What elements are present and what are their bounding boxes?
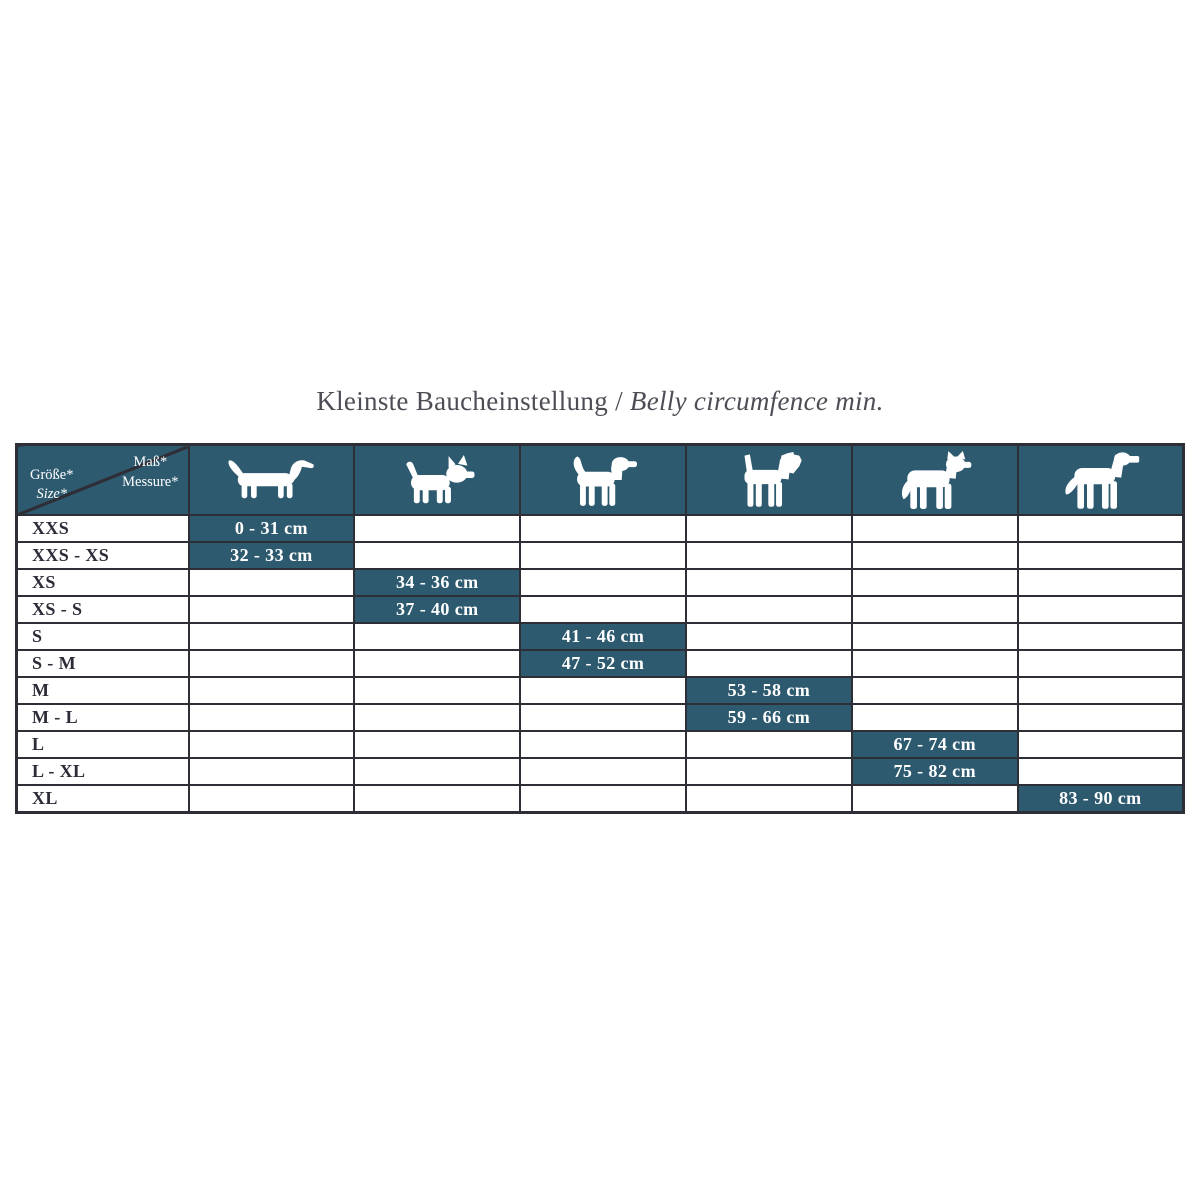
measure-cell bbox=[189, 677, 355, 704]
size-label: M bbox=[17, 677, 189, 704]
measure-cell bbox=[1018, 704, 1184, 731]
measure-cell bbox=[354, 758, 520, 785]
table-row bbox=[17, 677, 1184, 704]
measure-cell bbox=[686, 596, 852, 623]
measure-cell bbox=[1018, 542, 1184, 569]
measure-cell bbox=[354, 515, 520, 542]
measure-header-label: Maß* Messure* bbox=[122, 454, 179, 490]
size-label: XXS bbox=[17, 515, 189, 542]
measure-cell bbox=[686, 785, 852, 813]
table-row bbox=[17, 650, 1184, 677]
dachshund-icon bbox=[224, 458, 318, 502]
column-header-dachshund bbox=[189, 445, 355, 516]
measure-cell bbox=[520, 596, 686, 623]
great-dane-icon bbox=[1060, 450, 1141, 510]
measure-cell bbox=[189, 650, 355, 677]
measure-cell bbox=[1018, 731, 1184, 758]
husky-icon bbox=[894, 451, 976, 509]
measure-cell: 34 - 36 cm bbox=[354, 569, 520, 596]
measure-cell bbox=[686, 542, 852, 569]
measure-cell: 37 - 40 cm bbox=[354, 596, 520, 623]
measure-cell bbox=[1018, 569, 1184, 596]
table-row bbox=[17, 569, 1184, 596]
table-row bbox=[17, 758, 1184, 785]
measure-cell bbox=[354, 650, 520, 677]
measure-cell bbox=[520, 758, 686, 785]
size-label: XL bbox=[17, 785, 189, 813]
measure-cell bbox=[520, 569, 686, 596]
size-label: XXS - XS bbox=[17, 542, 189, 569]
table-row bbox=[17, 596, 1184, 623]
measure-cell bbox=[1018, 623, 1184, 650]
measure-cell bbox=[189, 623, 355, 650]
measure-cell bbox=[520, 677, 686, 704]
measure-cell bbox=[189, 758, 355, 785]
measure-cell bbox=[852, 704, 1018, 731]
column-header-great-dane bbox=[1018, 445, 1184, 516]
measure-cell bbox=[189, 704, 355, 731]
size-label: M - L bbox=[17, 704, 189, 731]
measure-cell bbox=[354, 704, 520, 731]
measure-cell bbox=[189, 785, 355, 813]
measure-cell bbox=[852, 542, 1018, 569]
measure-cell: 32 - 33 cm bbox=[189, 542, 355, 569]
measure-cell bbox=[686, 569, 852, 596]
measure-cell: 53 - 58 cm bbox=[686, 677, 852, 704]
measure-cell bbox=[1018, 758, 1184, 785]
measure-cell bbox=[852, 569, 1018, 596]
title-german: Kleinste Baucheinstellung bbox=[316, 386, 609, 416]
fox-terrier-icon bbox=[729, 452, 809, 508]
measure-cell bbox=[852, 650, 1018, 677]
size-label: L - XL bbox=[17, 758, 189, 785]
measure-cell: 67 - 74 cm bbox=[852, 731, 1018, 758]
measure-cell bbox=[354, 677, 520, 704]
size-chart-table bbox=[15, 443, 1185, 814]
column-header-beagle bbox=[520, 445, 686, 516]
measure-cell bbox=[686, 623, 852, 650]
measure-cell bbox=[1018, 596, 1184, 623]
size-label: XS - S bbox=[17, 596, 189, 623]
measure-cell bbox=[189, 569, 355, 596]
table-row bbox=[17, 623, 1184, 650]
column-header-husky bbox=[852, 445, 1018, 516]
measure-cell: 41 - 46 cm bbox=[520, 623, 686, 650]
chart-title bbox=[0, 386, 1200, 417]
table-row bbox=[17, 731, 1184, 758]
beagle-icon bbox=[563, 453, 642, 507]
table-row bbox=[17, 785, 1184, 813]
header-row bbox=[17, 445, 1184, 516]
size-label: S - M bbox=[17, 650, 189, 677]
column-header-fox-terrier bbox=[686, 445, 852, 516]
measure-cell bbox=[189, 731, 355, 758]
terrier-icon bbox=[398, 455, 477, 505]
measure-cell bbox=[852, 677, 1018, 704]
measure-cell: 83 - 90 cm bbox=[1018, 785, 1184, 813]
title-english: Belly circumfence min. bbox=[629, 386, 884, 416]
measure-cell bbox=[189, 596, 355, 623]
measure-cell bbox=[354, 731, 520, 758]
column-header-terrier bbox=[354, 445, 520, 516]
measure-cell bbox=[852, 515, 1018, 542]
measure-cell bbox=[686, 731, 852, 758]
measure-cell: 47 - 52 cm bbox=[520, 650, 686, 677]
measure-cell bbox=[354, 623, 520, 650]
measure-cell: 0 - 31 cm bbox=[189, 515, 355, 542]
measure-cell bbox=[686, 758, 852, 785]
size-label: L bbox=[17, 731, 189, 758]
measure-cell bbox=[1018, 650, 1184, 677]
measure-cell bbox=[354, 542, 520, 569]
size-label: S bbox=[17, 623, 189, 650]
measure-cell bbox=[686, 650, 852, 677]
measure-cell bbox=[520, 731, 686, 758]
title-separator: / bbox=[608, 386, 630, 416]
measure-cell bbox=[520, 704, 686, 731]
measure-cell bbox=[1018, 515, 1184, 542]
measure-cell bbox=[852, 785, 1018, 813]
measure-cell bbox=[354, 785, 520, 813]
table-row bbox=[17, 704, 1184, 731]
measure-cell: 75 - 82 cm bbox=[852, 758, 1018, 785]
measure-cell bbox=[520, 542, 686, 569]
size-label: XS bbox=[17, 569, 189, 596]
measure-cell bbox=[686, 515, 852, 542]
measure-cell bbox=[520, 515, 686, 542]
measure-cell bbox=[520, 785, 686, 813]
measure-cell bbox=[1018, 677, 1184, 704]
table-row bbox=[17, 515, 1184, 542]
corner-header-cell bbox=[17, 445, 189, 516]
table-row bbox=[17, 542, 1184, 569]
measure-cell: 59 - 66 cm bbox=[686, 704, 852, 731]
measure-cell bbox=[852, 596, 1018, 623]
size-header-label: Größe* Size* bbox=[30, 466, 74, 503]
measure-cell bbox=[852, 623, 1018, 650]
